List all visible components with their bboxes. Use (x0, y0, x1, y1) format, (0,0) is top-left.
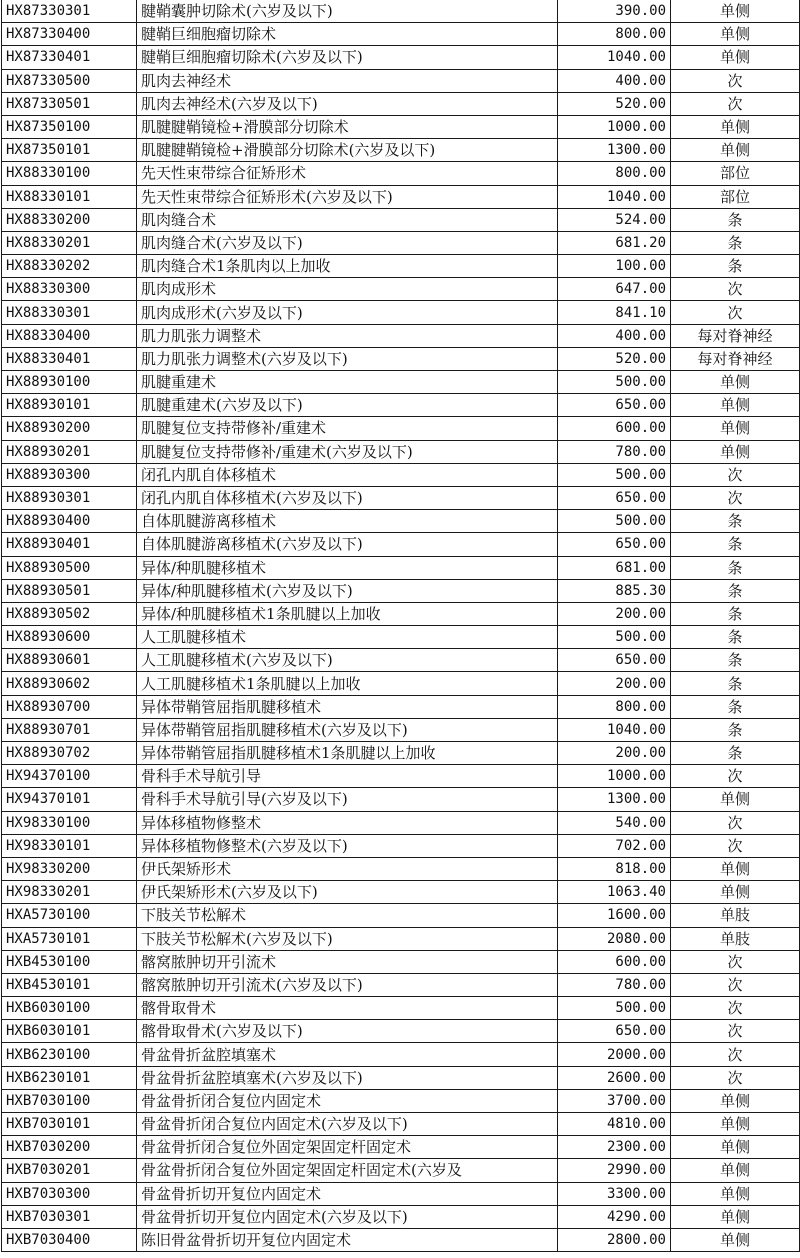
price-cell: 200.00 (558, 602, 671, 625)
item-code-cell: HX88930500 (2, 556, 137, 579)
item-name-cell: 肌腱重建术(六岁及以下) (137, 394, 558, 417)
item-name-cell: 陈旧骨盆骨折切开复位内固定术 (137, 1228, 558, 1251)
price-cell: 2300.00 (558, 1136, 671, 1159)
item-code-cell: HX87330500 (2, 69, 137, 92)
price-cell: 650.00 (558, 486, 671, 509)
unit-cell: 条 (671, 695, 800, 718)
table-row (2, 1136, 800, 1159)
table-row (2, 626, 800, 649)
item-name-cell: 人工肌腱移植术(六岁及以下) (137, 649, 558, 672)
price-cell: 818.00 (558, 857, 671, 880)
item-name-cell: 异体带鞘管屈指肌腱移植术1条肌腱以上加收 (137, 742, 558, 765)
item-code-cell: HX88930300 (2, 463, 137, 486)
table-row (2, 533, 800, 556)
item-name-cell: 伊氏架矫形术(六岁及以下) (137, 881, 558, 904)
price-cell: 650.00 (558, 1020, 671, 1043)
item-code-cell: HX88930201 (2, 440, 137, 463)
item-code-cell: HX88330201 (2, 231, 137, 254)
price-cell: 780.00 (558, 440, 671, 463)
price-cell: 4290.00 (558, 1205, 671, 1228)
price-cell: 681.00 (558, 556, 671, 579)
item-name-cell: 髂窝脓肿切开引流术 (137, 950, 558, 973)
item-code-cell: HXB7030200 (2, 1136, 137, 1159)
table-row (2, 997, 800, 1020)
item-code-cell: HX88330101 (2, 185, 137, 208)
item-code-cell: HX88330202 (2, 255, 137, 278)
unit-cell: 次 (671, 765, 800, 788)
table-row (2, 324, 800, 347)
item-name-cell: 肌肉去神经术(六岁及以下) (137, 92, 558, 115)
table-row (2, 742, 800, 765)
item-name-cell: 自体肌腱游离移植术(六岁及以下) (137, 533, 558, 556)
table-row (2, 347, 800, 370)
price-cell: 1040.00 (558, 718, 671, 741)
item-code-cell: HX88930301 (2, 486, 137, 509)
table-row (2, 765, 800, 788)
item-code-cell: HX88330301 (2, 301, 137, 324)
unit-cell: 单侧 (671, 23, 800, 46)
price-cell: 600.00 (558, 950, 671, 973)
item-name-cell: 腱鞘囊肿切除术(六岁及以下) (137, 0, 558, 23)
table-row (2, 1066, 800, 1089)
table-row (2, 1089, 800, 1112)
item-code-cell: HXB7030300 (2, 1182, 137, 1205)
price-cell: 2800.00 (558, 1228, 671, 1251)
item-name-cell: 异体带鞘管屈指肌腱移植术(六岁及以下) (137, 718, 558, 741)
table-row (2, 0, 800, 23)
table-row (2, 92, 800, 115)
item-code-cell: HXB6230100 (2, 1043, 137, 1066)
item-name-cell: 异体/种肌腱移植术(六岁及以下) (137, 579, 558, 602)
price-cell: 3300.00 (558, 1182, 671, 1205)
unit-cell: 条 (671, 672, 800, 695)
table-row (2, 1182, 800, 1205)
price-cell: 520.00 (558, 347, 671, 370)
item-name-cell: 先天性束带综合征矫形术 (137, 162, 558, 185)
unit-cell: 单侧 (671, 0, 800, 23)
item-code-cell: HXB4530101 (2, 973, 137, 996)
unit-cell: 次 (671, 301, 800, 324)
item-code-cell: HX87330501 (2, 92, 137, 115)
unit-cell: 条 (671, 255, 800, 278)
item-code-cell: HX94370100 (2, 765, 137, 788)
item-code-cell: HX94370101 (2, 788, 137, 811)
table-row (2, 695, 800, 718)
item-code-cell: HX88930401 (2, 533, 137, 556)
unit-cell: 条 (671, 510, 800, 533)
item-code-cell: HXB4530100 (2, 950, 137, 973)
unit-cell: 条 (671, 208, 800, 231)
item-code-cell: HX88330300 (2, 278, 137, 301)
price-cell: 702.00 (558, 834, 671, 857)
table-row (2, 46, 800, 69)
price-cell: 1040.00 (558, 185, 671, 208)
unit-cell: 单肢 (671, 904, 800, 927)
item-name-cell: 肌肉去神经术 (137, 69, 558, 92)
price-cell: 500.00 (558, 510, 671, 533)
item-code-cell: HXB6230101 (2, 1066, 137, 1089)
unit-cell: 次 (671, 1020, 800, 1043)
item-code-cell: HXB6030101 (2, 1020, 137, 1043)
item-code-cell: HX88930100 (2, 371, 137, 394)
price-cell: 400.00 (558, 324, 671, 347)
table-row (2, 602, 800, 625)
item-name-cell: 骨盆骨折闭合复位内固定术 (137, 1089, 558, 1112)
item-name-cell: 骨科手术导航引导 (137, 765, 558, 788)
item-code-cell: HX88930200 (2, 417, 137, 440)
price-cell: 2080.00 (558, 927, 671, 950)
item-name-cell: 自体肌腱游离移植术 (137, 510, 558, 533)
item-name-cell: 骨盆骨折盆腔填塞术(六岁及以下) (137, 1066, 558, 1089)
item-code-cell: HX87330301 (2, 0, 137, 23)
table-row (2, 579, 800, 602)
table-row (2, 115, 800, 138)
table-row (2, 69, 800, 92)
price-cell: 647.00 (558, 278, 671, 301)
item-code-cell: HXB7030100 (2, 1089, 137, 1112)
table-row (2, 950, 800, 973)
price-cell: 520.00 (558, 92, 671, 115)
item-name-cell: 骨盆骨折切开复位内固定术(六岁及以下) (137, 1205, 558, 1228)
table-row (2, 231, 800, 254)
unit-cell: 每对脊神经 (671, 347, 800, 370)
item-name-cell: 肌腱重建术 (137, 371, 558, 394)
item-name-cell: 伊氏架矫形术 (137, 857, 558, 880)
item-code-cell: HX88930601 (2, 649, 137, 672)
price-cell: 1600.00 (558, 904, 671, 927)
item-code-cell: HXA5730101 (2, 927, 137, 950)
item-code-cell: HX88930702 (2, 742, 137, 765)
fee-table-body (2, 0, 800, 1252)
item-name-cell: 异体/种肌腱移植术 (137, 556, 558, 579)
unit-cell: 单侧 (671, 1113, 800, 1136)
item-name-cell: 骨盆骨折闭合复位外固定架固定杆固定术 (137, 1136, 558, 1159)
item-name-cell: 异体移植物修整术 (137, 811, 558, 834)
item-code-cell: HX87350101 (2, 139, 137, 162)
item-name-cell: 髂骨取骨术(六岁及以下) (137, 1020, 558, 1043)
unit-cell: 次 (671, 950, 800, 973)
unit-cell: 单侧 (671, 881, 800, 904)
price-cell: 500.00 (558, 626, 671, 649)
table-row (2, 139, 800, 162)
item-name-cell: 骨盆骨折闭合复位外固定架固定杆固定术(六岁及 (137, 1159, 558, 1182)
table-row (2, 834, 800, 857)
price-cell: 681.20 (558, 231, 671, 254)
unit-cell: 次 (671, 463, 800, 486)
price-cell: 1063.40 (558, 881, 671, 904)
table-row (2, 788, 800, 811)
item-code-cell: HX88930600 (2, 626, 137, 649)
price-cell: 885.30 (558, 579, 671, 602)
item-code-cell: HX88330100 (2, 162, 137, 185)
price-cell: 1000.00 (558, 765, 671, 788)
unit-cell: 单侧 (671, 394, 800, 417)
item-name-cell: 肌力肌张力调整术 (137, 324, 558, 347)
unit-cell: 单侧 (671, 1228, 800, 1251)
unit-cell: 单侧 (671, 857, 800, 880)
table-row (2, 672, 800, 695)
item-name-cell: 肌肉缝合术1条肌肉以上加收 (137, 255, 558, 278)
price-cell: 200.00 (558, 672, 671, 695)
price-cell: 540.00 (558, 811, 671, 834)
table-row (2, 1159, 800, 1182)
unit-cell: 条 (671, 533, 800, 556)
unit-cell: 条 (671, 649, 800, 672)
item-code-cell: HX88930400 (2, 510, 137, 533)
table-row (2, 973, 800, 996)
table-row (2, 1043, 800, 1066)
table-row (2, 1228, 800, 1251)
item-code-cell: HX88930501 (2, 579, 137, 602)
table-row (2, 394, 800, 417)
item-name-cell: 肌肉成形术 (137, 278, 558, 301)
item-name-cell: 髂窝脓肿切开引流术(六岁及以下) (137, 973, 558, 996)
price-cell: 4810.00 (558, 1113, 671, 1136)
unit-cell: 单侧 (671, 1159, 800, 1182)
item-name-cell: 人工肌腱移植术1条肌腱以上加收 (137, 672, 558, 695)
table-row (2, 510, 800, 533)
table-row (2, 927, 800, 950)
unit-cell: 次 (671, 486, 800, 509)
unit-cell: 条 (671, 556, 800, 579)
item-name-cell: 肌力肌张力调整术(六岁及以下) (137, 347, 558, 370)
item-code-cell: HX88930602 (2, 672, 137, 695)
item-name-cell: 骨科手术导航引导(六岁及以下) (137, 788, 558, 811)
item-code-cell: HX88330400 (2, 324, 137, 347)
unit-cell: 每对脊神经 (671, 324, 800, 347)
item-name-cell: 骨盆骨折切开复位内固定术 (137, 1182, 558, 1205)
price-cell: 390.00 (558, 0, 671, 23)
item-code-cell: HX88930101 (2, 394, 137, 417)
item-code-cell: HX98330101 (2, 834, 137, 857)
unit-cell: 单侧 (671, 1089, 800, 1112)
unit-cell: 单侧 (671, 1205, 800, 1228)
item-name-cell: 肌肉缝合术(六岁及以下) (137, 231, 558, 254)
price-cell: 500.00 (558, 371, 671, 394)
price-cell: 1000.00 (558, 115, 671, 138)
unit-cell: 条 (671, 602, 800, 625)
item-code-cell: HXB7030101 (2, 1113, 137, 1136)
table-row (2, 463, 800, 486)
item-code-cell: HXA5730100 (2, 904, 137, 927)
unit-cell: 单肢 (671, 927, 800, 950)
price-cell: 600.00 (558, 417, 671, 440)
unit-cell: 部位 (671, 185, 800, 208)
table-row (2, 1020, 800, 1043)
unit-cell: 条 (671, 626, 800, 649)
price-cell: 2000.00 (558, 1043, 671, 1066)
price-cell: 2600.00 (558, 1066, 671, 1089)
price-cell: 500.00 (558, 997, 671, 1020)
item-name-cell: 异体移植物修整术(六岁及以下) (137, 834, 558, 857)
unit-cell: 次 (671, 973, 800, 996)
price-cell: 2990.00 (558, 1159, 671, 1182)
item-code-cell: HX88330200 (2, 208, 137, 231)
price-cell: 3700.00 (558, 1089, 671, 1112)
table-row (2, 857, 800, 880)
item-name-cell: 腱鞘巨细胞瘤切除术 (137, 23, 558, 46)
unit-cell: 次 (671, 997, 800, 1020)
table-row (2, 486, 800, 509)
table-row (2, 185, 800, 208)
item-name-cell: 异体带鞘管屈指肌腱移植术 (137, 695, 558, 718)
table-row (2, 1205, 800, 1228)
item-name-cell: 肌腱腱鞘镜检+滑膜部分切除术 (137, 115, 558, 138)
item-name-cell: 肌肉成形术(六岁及以下) (137, 301, 558, 324)
price-cell: 650.00 (558, 649, 671, 672)
item-name-cell: 骨盆骨折盆腔填塞术 (137, 1043, 558, 1066)
table-row (2, 255, 800, 278)
item-name-cell: 肌肉缝合术 (137, 208, 558, 231)
unit-cell: 单侧 (671, 371, 800, 394)
item-name-cell: 下肢关节松解术 (137, 904, 558, 927)
table-row (2, 417, 800, 440)
unit-cell: 条 (671, 718, 800, 741)
price-cell: 200.00 (558, 742, 671, 765)
unit-cell: 单侧 (671, 46, 800, 69)
table-row (2, 649, 800, 672)
table-row (2, 278, 800, 301)
item-code-cell: HXB7030400 (2, 1228, 137, 1251)
price-cell: 1300.00 (558, 139, 671, 162)
item-name-cell: 腱鞘巨细胞瘤切除术(六岁及以下) (137, 46, 558, 69)
item-code-cell: HX87350100 (2, 115, 137, 138)
item-name-cell: 髂骨取骨术 (137, 997, 558, 1020)
unit-cell: 条 (671, 579, 800, 602)
unit-cell: 次 (671, 834, 800, 857)
item-name-cell: 人工肌腱移植术 (137, 626, 558, 649)
item-code-cell: HXB7030301 (2, 1205, 137, 1228)
price-cell: 100.00 (558, 255, 671, 278)
unit-cell: 次 (671, 92, 800, 115)
table-row (2, 23, 800, 46)
unit-cell: 条 (671, 231, 800, 254)
unit-cell: 单侧 (671, 1182, 800, 1205)
item-code-cell: HX98330100 (2, 811, 137, 834)
table-row (2, 556, 800, 579)
item-code-cell: HX87330401 (2, 46, 137, 69)
unit-cell: 部位 (671, 162, 800, 185)
price-cell: 650.00 (558, 533, 671, 556)
item-code-cell: HXB7030201 (2, 1159, 137, 1182)
table-row (2, 811, 800, 834)
item-name-cell: 肌腱腱鞘镜检+滑膜部分切除术(六岁及以下) (137, 139, 558, 162)
unit-cell: 次 (671, 1043, 800, 1066)
item-name-cell: 闭孔内肌自体移植术 (137, 463, 558, 486)
item-code-cell: HX98330201 (2, 881, 137, 904)
unit-cell: 单侧 (671, 115, 800, 138)
table-row (2, 208, 800, 231)
item-name-cell: 异体/种肌腱移植术1条肌腱以上加收 (137, 602, 558, 625)
item-code-cell: HX88930502 (2, 602, 137, 625)
table-row (2, 301, 800, 324)
item-code-cell: HX88330401 (2, 347, 137, 370)
item-name-cell: 肌腱复位支持带修补/重建术 (137, 417, 558, 440)
unit-cell: 次 (671, 811, 800, 834)
table-row (2, 440, 800, 463)
item-code-cell: HXB6030100 (2, 997, 137, 1020)
unit-cell: 次 (671, 69, 800, 92)
unit-cell: 单侧 (671, 440, 800, 463)
item-name-cell: 肌腱复位支持带修补/重建术(六岁及以下) (137, 440, 558, 463)
price-cell: 1040.00 (558, 46, 671, 69)
table-row (2, 1113, 800, 1136)
unit-cell: 条 (671, 742, 800, 765)
table-row (2, 904, 800, 927)
price-cell: 400.00 (558, 69, 671, 92)
price-cell: 1300.00 (558, 788, 671, 811)
price-cell: 650.00 (558, 394, 671, 417)
item-code-cell: HX88930701 (2, 718, 137, 741)
table-row (2, 718, 800, 741)
item-code-cell: HX88930700 (2, 695, 137, 718)
table-row (2, 371, 800, 394)
unit-cell: 单侧 (671, 417, 800, 440)
price-cell: 800.00 (558, 695, 671, 718)
item-code-cell: HX87330400 (2, 23, 137, 46)
unit-cell: 次 (671, 1066, 800, 1089)
item-name-cell: 先天性束带综合征矫形术(六岁及以下) (137, 185, 558, 208)
price-cell: 800.00 (558, 162, 671, 185)
item-name-cell: 骨盆骨折闭合复位内固定术(六岁及以下) (137, 1113, 558, 1136)
fee-table (1, 0, 800, 1252)
price-cell: 524.00 (558, 208, 671, 231)
item-name-cell: 闭孔内肌自体移植术(六岁及以下) (137, 486, 558, 509)
unit-cell: 单侧 (671, 788, 800, 811)
item-name-cell: 下肢关节松解术(六岁及以下) (137, 927, 558, 950)
table-row (2, 162, 800, 185)
table-row (2, 881, 800, 904)
unit-cell: 单侧 (671, 1136, 800, 1159)
price-cell: 500.00 (558, 463, 671, 486)
price-cell: 841.10 (558, 301, 671, 324)
unit-cell: 次 (671, 278, 800, 301)
unit-cell: 单侧 (671, 139, 800, 162)
price-cell: 800.00 (558, 23, 671, 46)
price-cell: 780.00 (558, 973, 671, 996)
item-code-cell: HX98330200 (2, 857, 137, 880)
